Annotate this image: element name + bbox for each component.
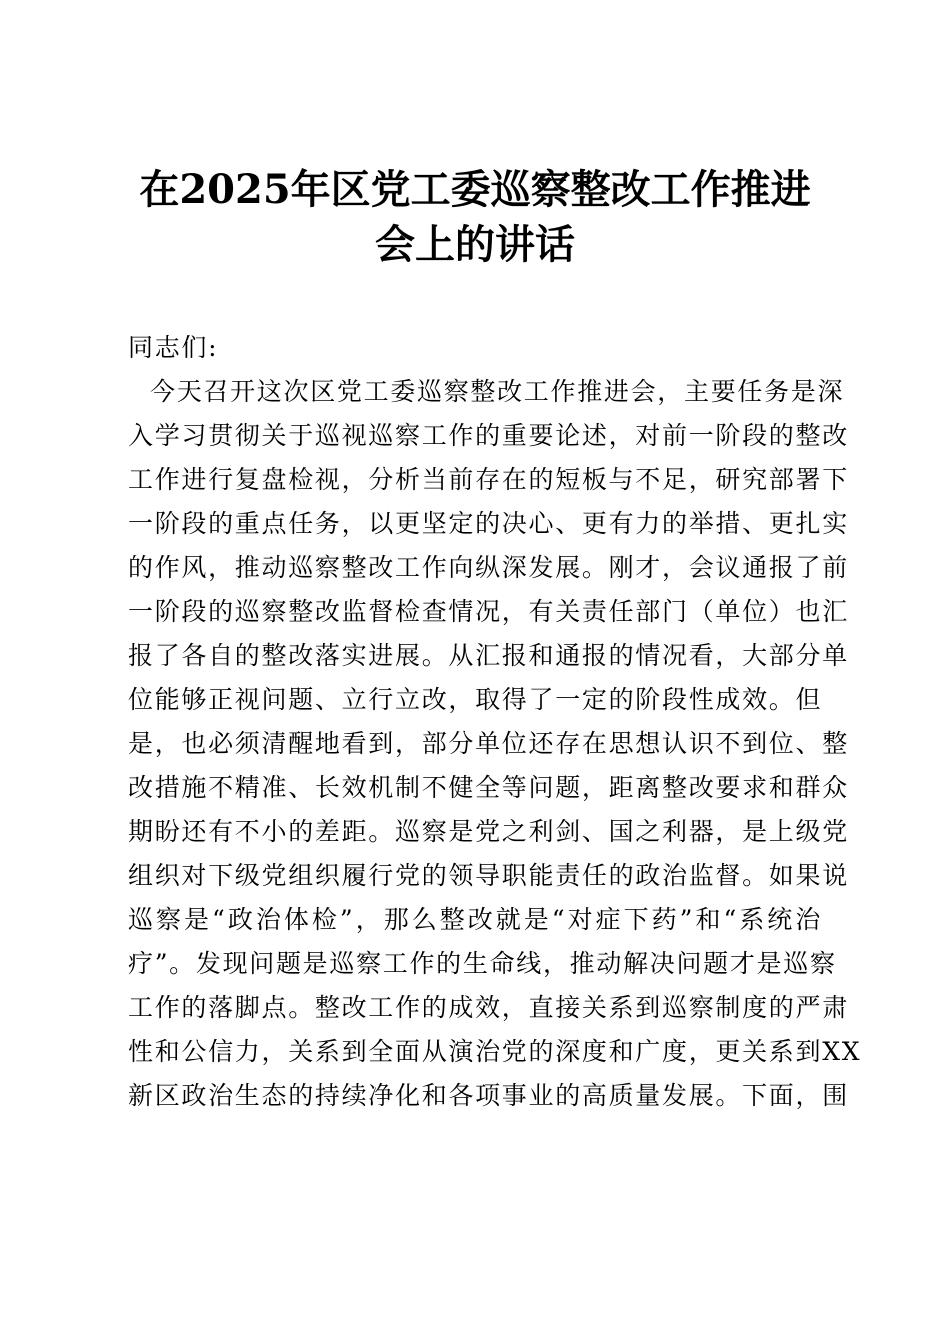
- document-title-line-2: 会上的讲话: [375, 221, 575, 268]
- paragraph-line: 入学习贯彻关于巡视巡察工作的重要论述，对前一阶段的整改: [128, 421, 849, 450]
- paragraph-line: 是，也必须清醒地看到，部分单位还存在思想认识不到位、整: [128, 729, 849, 758]
- paragraph-line: 巡察是“政治体检”，那么整改就是“对症下药”和“系统治: [128, 905, 822, 934]
- document-body: [128, 330, 862, 1122]
- paragraph-line: 位能够正视问题、立行立改，取得了一定的阶段性成效。但: [128, 685, 823, 714]
- paragraph-line: 性和公信力，关系到全面从演治党的深度和广度，更关系到XX: [128, 1037, 862, 1066]
- paragraph-line: 一阶段的重点任务，以更坚定的决心、更有力的举措、更扎实: [128, 509, 849, 538]
- paragraph-line: 疗”。发现问题是巡察工作的生命线，推动解决问题才是巡察: [128, 949, 837, 978]
- paragraph-line: 报了各自的整改落实进展。从汇报和通报的情况看，大部分单: [128, 641, 849, 670]
- document-title-line-1: 在2025年区党工委巡察整改工作推进: [139, 166, 811, 213]
- paragraph-line: 今天召开这次区党工委巡察整改工作推进会，主要任务是深: [150, 377, 845, 406]
- paragraph-line: 的作风，推动巡察整改工作向纵深发展。刚才，会议通报了前: [128, 553, 849, 582]
- paragraph-line: 工作的落脚点。整改工作的成效，直接关系到巡察制度的严肃: [128, 993, 849, 1022]
- paragraph-line: 组织对下级党组织履行党的领导职能责任的政治监督。如果说: [128, 861, 849, 890]
- paragraph-line: 改措施不精准、长效机制不健全等问题，距离整改要求和群众: [128, 773, 849, 802]
- paragraph-line: 工作进行复盘检视，分析当前存在的短板与不足，研究部署下: [128, 465, 849, 494]
- paragraph-line: 一阶段的巡察整改监督检查情况，有关责任部门（单位）也汇: [128, 597, 849, 626]
- salutation: 同志们:: [128, 333, 219, 362]
- paragraph-line: 期盼还有不小的差距。巡察是党之利剑、国之利器，是上级党: [128, 817, 849, 846]
- paragraph-line: 新区政治生态的持续净化和各项事业的高质量发展。下面，围: [128, 1081, 849, 1110]
